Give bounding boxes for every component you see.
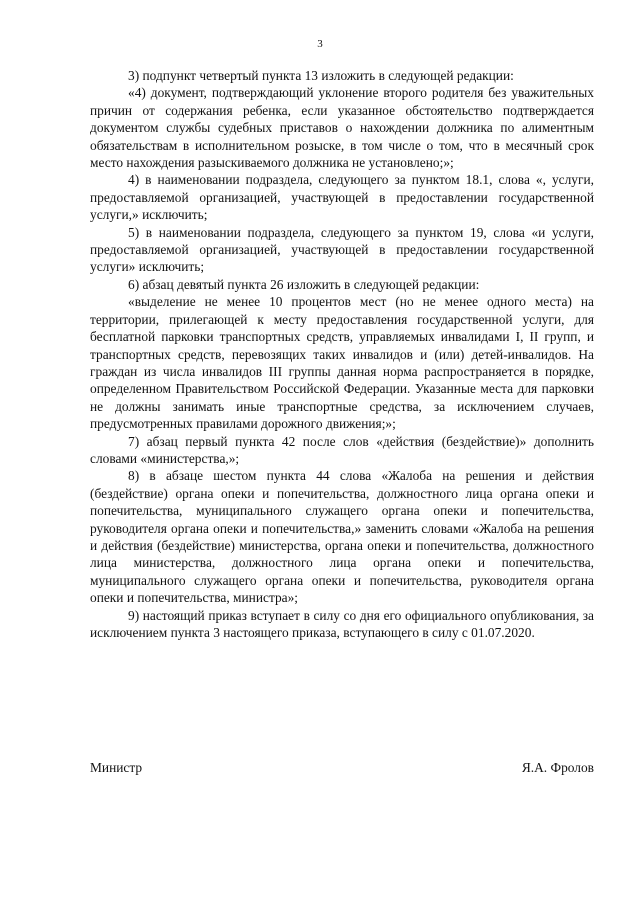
page-number: 3 [317,38,323,50]
paragraph-item-6: 6) абзац девятый пункта 26 изложить в следующей редакции: [128,276,480,292]
paragraph-item-7: 7) абзац первый пункта 42 после слов «действия (бездействие)» дополнить словами «министерства,»; [90,433,594,466]
paragraph-quote-parking: «выделение не менее 10 процентов мест (но не менее одного места) на территории, прилегающей к месту предоставления государственной услуги, для бесплатной парковки транспортных средств, управляемых инвалидами I, II групп, и транспортных средств, перевозящих таких инвалидов и (или) детей-инвалидов. На граждан из числа инвалидов III группы данная норма распространяется в порядке, определенном Правительством Российской Федерации. Указанные места для парковки не должны занимать иные транспортные средства, за исключением случаев, предусмотренных правилами дорожного движения;»; [90,294,594,432]
document-body [90,67,594,641]
paragraph-item-4: 4) в наименовании подраздела, следующего за пунктом 18.1, слова «, услуги, предоставляемой организацией, участвующей в предоставлении государственной услуги,» исключить; [90,172,594,223]
paragraph-item-5: 5) в наименовании подраздела, следующего за пунктом 19, слова «и услуги, предоставляемой организацией, участвующей в предоставлении государственной услуги» исключить; [90,224,594,275]
signature-block [90,759,594,777]
signature-role: Министр [90,760,143,775]
paragraph-item-9: 9) настоящий приказ вступает в силу со дня его официального опубликования, за исключением пункта 3 настоящего приказа, вступающего в силу с 01.07.2020. [90,607,594,640]
paragraph-item-8: 8) в абзаце шестом пункта 44 слова «Жалоба на решения и действия (бездействие) органа опеки и попечительства, должностного лица органа опеки и попечительства, муниципального служащего органа опеки и попечительства, руководителя органа опеки и попечительства,» заменить словами «Жалоба на решения и действия (бездействие) министерства, органа опеки и попечительства, должностного лица министерства, должностного лица органа опеки и попечительства, муниципального служащего органа опеки и попечительства, руководителя органа опеки и попечительства, министра»; [90,468,594,606]
paragraph-quote-subitem-4: «4) документ, подтверждающий уклонение второго родителя без уважительных причин от содержания ребенка, если указанное обстоятельство подтверждается документом службы судебных приставов о нахождении должника по алиментным обязательствам в исполнительном розыске, в том числе о том, что в месячный срок место нахождения разыскиваемого должника не установлено;»; [90,85,594,171]
paragraph-item-3: 3) подпункт четвертый пункта 13 изложить в следующей редакции: [128,68,514,83]
signature-name: Я.А. Фролов [521,760,594,775]
